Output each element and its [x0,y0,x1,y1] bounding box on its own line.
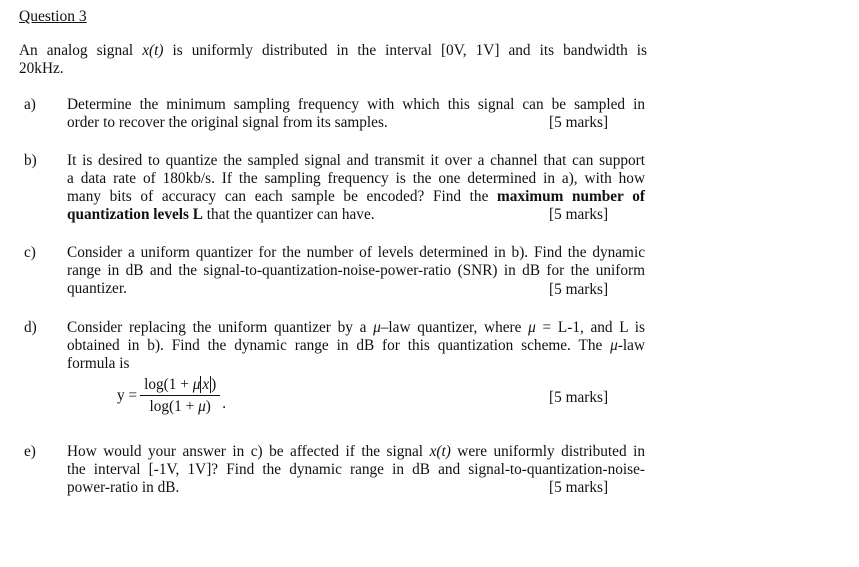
formula-period: . [222,395,227,412]
part-a-text: Determine the minimum sampling frequency with which this signal can be sampled in order to recover the original signal from its samples. [67,96,645,131]
part-e-marks: [5 marks] [549,479,609,496]
intro-paragraph [19,42,647,78]
part-a-letter: a) [24,96,36,113]
part-d-text: Consider replacing the uniform quantizer by a μ–law quantizer, where μ = L-1, and L is obtained in b). Find the dynamic range in dB for this quantization scheme. The μ-law formula is [67,319,645,372]
part-c-text: Consider a uniform quantizer for the number of levels determined in b). Find the dynamic range in dB and the signal-to-quantization-noise-power-ratio (SNR) in dB for the uniform quantizer. [67,244,645,297]
part-b-text: It is desired to quantize the sampled signal and transmit it over a channel that can support a data rate of 180kb/s. If the sampling frequency is the one determined in a), with how many bits of accuracy can each sample be encoded? Find the maximum number of quantization levels L that the quantizer can have. [67,152,645,223]
part-e-text: How would your answer in c) be affected if the signal x(t) were uniformly distributed in the interval [-1V, 1V]? Find the dynamic range in dB and signal-to-quantization-noise- power-ratio in dB. [67,443,646,496]
question-title: Question 3 [19,8,87,25]
formula-fraction [140,376,220,416]
formula-lhs: y = [117,387,138,404]
part-b-marks: [5 marks] [549,206,609,223]
part-a-marks: [5 marks] [549,114,609,131]
part-b-letter: b) [24,152,37,169]
part-e-letter: e) [24,443,36,460]
part-d-marks: [5 marks] [549,389,609,406]
intro-line-1: An analog signal x(t) is uniformly distributed in the interval [0V, 1V] and its bandwidth is [19,42,647,59]
part-d-letter: d) [24,319,37,336]
formula-numerator: log(1 + μ x ) [140,376,220,396]
intro-line-2: 20kHz. [19,60,64,77]
part-c-letter: c) [24,244,36,261]
formula-denominator: log(1 + μ) [149,398,211,415]
part-c-marks: [5 marks] [549,281,609,298]
mu-law-formula [117,376,226,416]
